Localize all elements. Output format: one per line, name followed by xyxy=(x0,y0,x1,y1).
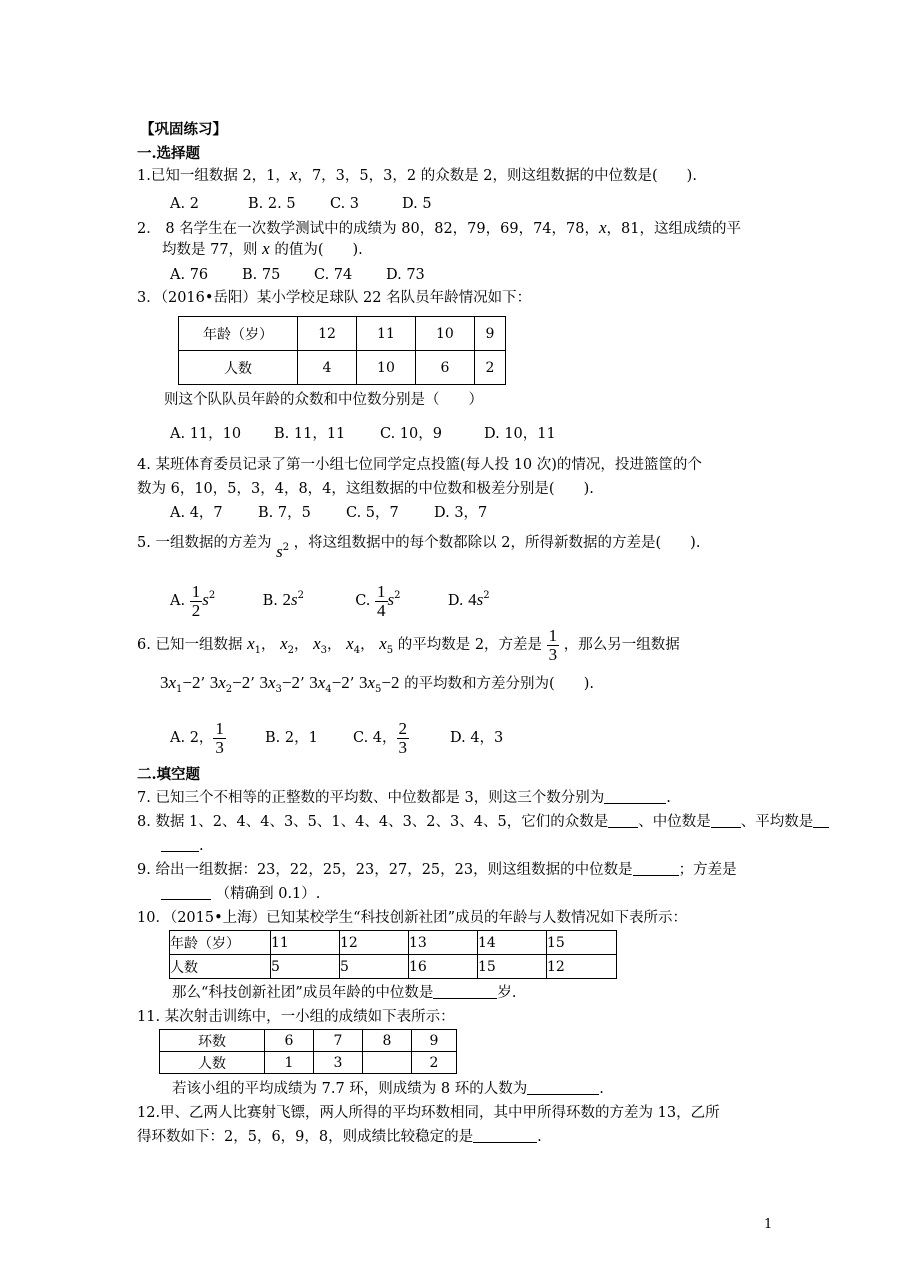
table-cell: 15 xyxy=(547,931,617,955)
table-cell: 2 xyxy=(474,351,505,385)
table-cell: 人数 xyxy=(179,351,298,385)
table-cell: 13 xyxy=(409,931,478,955)
question-2-options: A. 76 B. 75 C. 74 D. 73 xyxy=(170,267,425,283)
table-cell: 12 xyxy=(547,955,617,979)
table-cell: 16 xyxy=(409,955,478,979)
q10-age-table xyxy=(169,930,617,979)
question-4-line2: 数为 6，10，5，3，4，8，4，这组数据的中位数和极差分别是( ). xyxy=(137,481,594,497)
table-cell: 1 xyxy=(265,1052,314,1074)
question-5: 5. 一组数据的方差为 $s^2$ ，将这组数据中的每个数都除以 2，所得新数据的方差是( ). xyxy=(137,535,701,561)
question-3-options: A. 11，10 B. 11，11 C. 10，9 D. 10，11 xyxy=(170,426,556,442)
table-cell: 5 xyxy=(271,955,340,979)
table-cell: 15 xyxy=(478,955,547,979)
table-cell xyxy=(363,1052,412,1074)
question-4: 4. 某班体育委员记录了第一小组七位同学定点投篮(每人投 10 次)的情况，投进篮筐的个 xyxy=(137,457,702,473)
table-cell: 6 xyxy=(265,1030,314,1052)
table-cell: 4 xyxy=(298,351,357,385)
table-cell: 6 xyxy=(415,351,474,385)
question-10: 10．（2015•上海）已知某校学生“科技创新社团”成员的年龄与人数情况如下表所示： xyxy=(137,910,687,926)
question-2-line2: 均数是 77，则 x 的值为( ). xyxy=(162,239,363,258)
table-cell: 5 xyxy=(340,955,409,979)
question-12-line2: 得环数如下：2，5，6，9，8，则成绩比较稳定的是 . xyxy=(137,1129,542,1145)
table-cell: 人数 xyxy=(160,1052,265,1074)
question-10-ask: 那么“科技创新社团”成员年龄的中位数是 岁. xyxy=(172,985,517,1001)
question-8-blank: . xyxy=(161,837,204,855)
question-6-options: A. 2， $\frac{1}{3}$ B. 2，1 C. 4， $\frac{2}{3}$ D. 4，3 xyxy=(170,718,504,757)
table-cell: 年龄（岁） xyxy=(179,317,298,351)
question-11: 11. 某次射击训练中，一小组的成绩如下表所示： xyxy=(137,1009,455,1025)
question-1-options: A. 2 B. 2. 5 C. 3 D. 5 xyxy=(170,196,432,212)
question-6-line2: $3x_1-2$’ $3x_2-2$’ $3x_3-2$’ $3x_4-2$’ $3x_5-2$ 的平均数和方差分别为( ). xyxy=(160,673,594,695)
question-4-options: A. 4，7 B. 7，5 C. 5，7 D. 3，7 xyxy=(170,505,488,521)
section-title-fill: 二.填空题 xyxy=(137,766,201,783)
question-7: 7. 已知三个不相等的正整数的平均数、中位数都是 3，则这三个数分别为 . xyxy=(137,790,671,806)
question-1: 1.已知一组数据 2，1，x，7，3，5，3，2 的众数是 2，则这组数据的中位数是( ). xyxy=(137,165,697,184)
table-cell: 10 xyxy=(415,317,474,351)
table-cell: 3 xyxy=(314,1052,363,1074)
table-cell: 9 xyxy=(412,1030,457,1052)
table-cell: 人数 xyxy=(170,955,271,979)
question-12: 12.甲、乙两人比赛射飞镖，两人所得的平均环数相同，其中甲所得环数的方差为 13，乙所 xyxy=(137,1105,720,1121)
section-title-choice: 一.选择题 xyxy=(137,145,201,162)
question-2: 2． 8 名学生在一次数学测试中的成绩为 80，82，79，69，74，78，x，81，这组成绩的平 xyxy=(137,218,741,237)
table-cell: 2 xyxy=(412,1052,457,1074)
question-11-ask: 若该小组的平均成绩为 7.7 环，则成绩为 8 环的人数为 . xyxy=(172,1081,604,1097)
question-3-ask: 则这个队队员年龄的众数和中位数分别是（ ） xyxy=(164,392,483,408)
question-6: 6. 已知一组数据 $x_1$， $x_2$， $x_3$， $x_4$， $x_5$ 的平均数是 2，方差是 $\frac{1}{3}$ ，那么另一组数据 xyxy=(137,625,680,664)
question-9-line2: （精确到 0.1）. xyxy=(161,885,320,903)
table-cell: 年龄（岁） xyxy=(170,931,271,955)
question-8: 8. 数据 1、2、4、4、3、5、1、4、4、3、2、3、4、5，它们的众数是 、中位数是 、平均数是 xyxy=(137,813,829,831)
table-cell: 14 xyxy=(478,931,547,955)
table-cell: 8 xyxy=(363,1030,412,1052)
table-cell: 10 xyxy=(356,351,415,385)
q11-score-table xyxy=(159,1029,457,1074)
table-cell: 11 xyxy=(271,931,340,955)
question-3: 3．（2016•岳阳）某小学校足球队 22 名队员年龄情况如下： xyxy=(137,290,532,306)
table-cell: 12 xyxy=(298,317,357,351)
q3-age-table xyxy=(178,316,506,385)
table-cell: 环数 xyxy=(160,1030,265,1052)
table-cell: 7 xyxy=(314,1030,363,1052)
table-cell: 12 xyxy=(340,931,409,955)
question-5-options: A. $\frac{1}{2}$ $s^2$ B. $2s^2$ C. $\frac{1}{4}$ $s^2$ D. $4s^2$ xyxy=(170,581,490,620)
table-cell: 9 xyxy=(474,317,505,351)
table-cell: 11 xyxy=(356,317,415,351)
question-9: 9. 给出一组数据：23，22，25，23，27，25，23，则这组数据的中位数是 ；方差是 xyxy=(137,862,737,878)
section-header: 【巩固练习】 xyxy=(140,121,227,138)
page-number: 1 xyxy=(764,1217,773,1232)
